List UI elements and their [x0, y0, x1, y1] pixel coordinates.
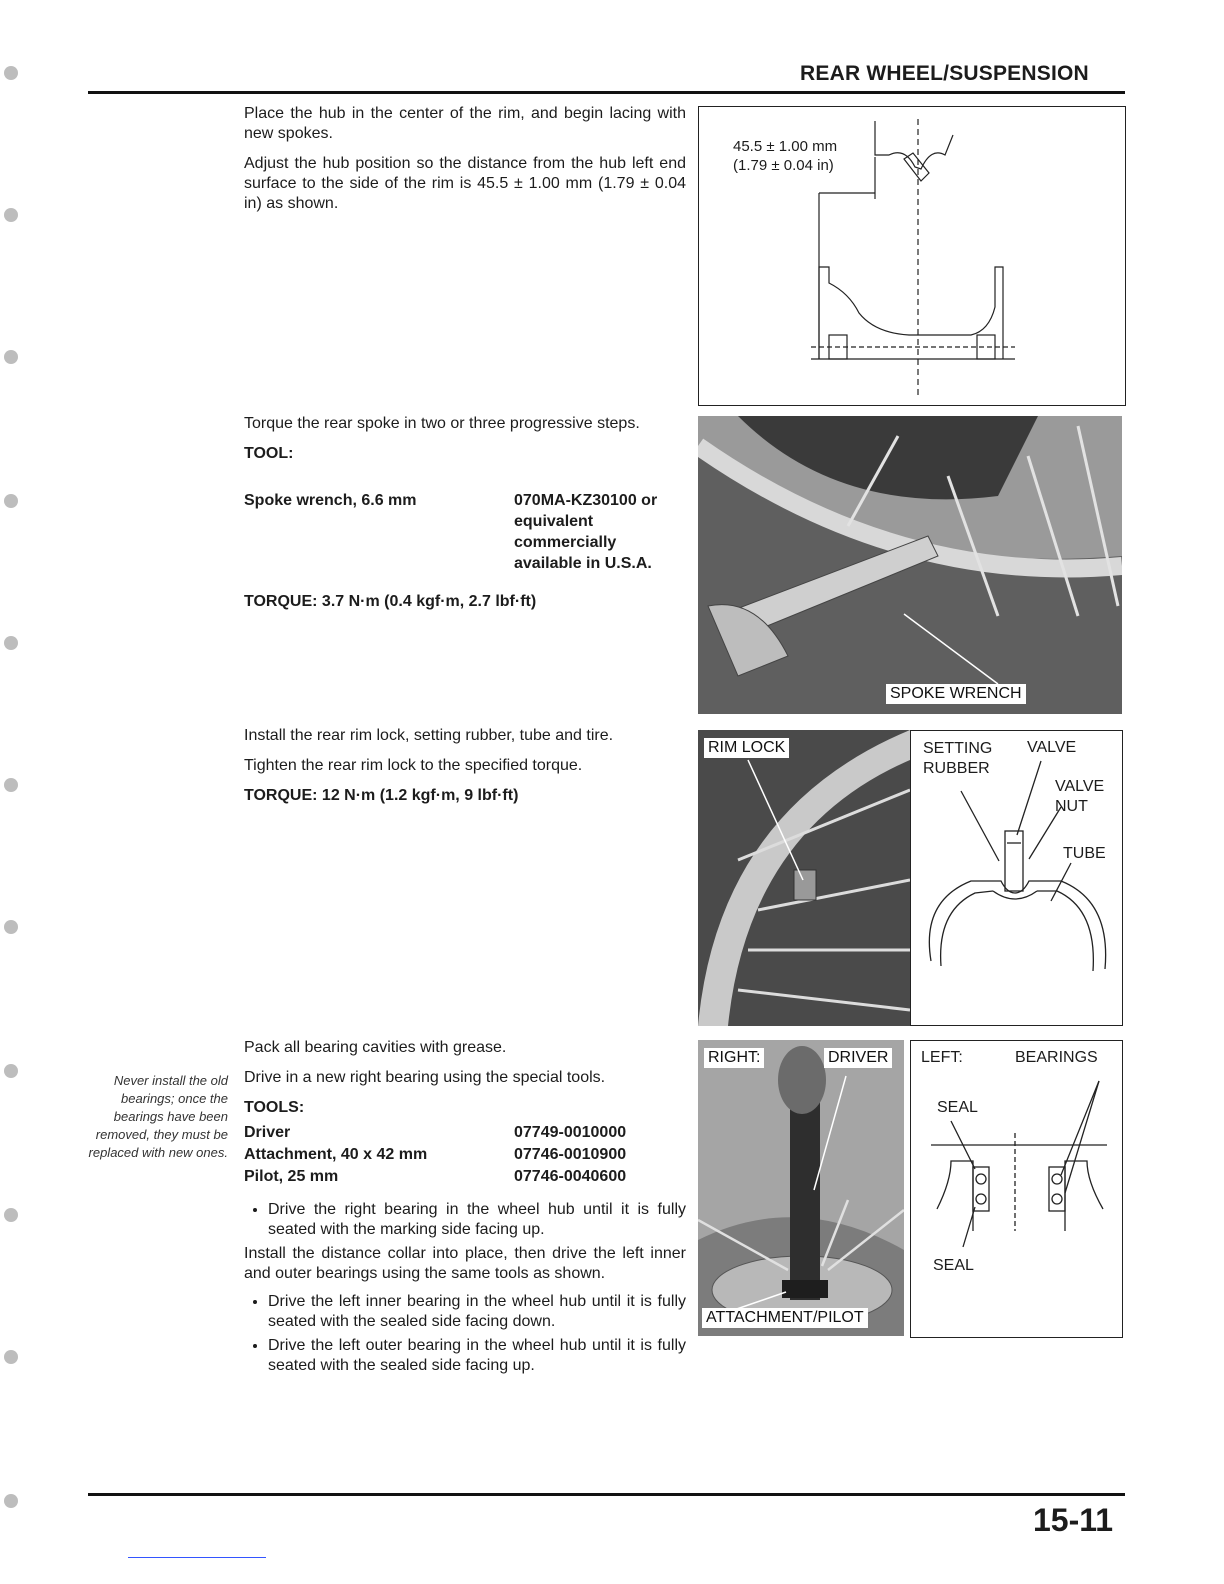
binder-hole [4, 350, 18, 364]
section-hub-position [244, 104, 686, 214]
paragraph: Drive in a new right bearing using the special tools. [244, 1069, 606, 1086]
left-label: LEFT: [921, 1049, 963, 1066]
setting-rubber-label [923, 739, 992, 779]
page-title: REAR WHEEL/SUSPENSION [800, 62, 1089, 85]
paragraph: Adjust the hub position so the distance from the hub left end surface to the side of the rim is 45.5 ± 1.00 mm (1.79 ± 0.04 in) as shown. [244, 155, 686, 212]
footer-rule [88, 1493, 1125, 1496]
section-spoke-torque [244, 414, 686, 464]
paragraph: Torque the rear spoke in two or three progressive steps. [244, 415, 640, 432]
tool-number: 07746-0010900 [514, 1146, 627, 1163]
tools-heading: TOOLS: [244, 1099, 305, 1116]
tool-name: Driver [244, 1124, 291, 1141]
section-bearings [244, 1038, 686, 1118]
paragraph: Tighten the rear rim lock to the specified torque. [244, 757, 583, 774]
spoke-wrench-label: SPOKE WRENCH [886, 684, 1026, 704]
setting-text: SETTING [923, 740, 993, 757]
list-item: • Drive the left outer bearing in the wheel hub until it is fully seated with the sealed side facing up. [268, 1336, 686, 1376]
tool-number: 07746-0040600 [514, 1168, 627, 1185]
underline-artifact [128, 1557, 266, 1558]
right-label: RIGHT: [704, 1048, 764, 1068]
paragraph: Pack all bearing cavities with grease. [244, 1039, 507, 1056]
paragraph: Install the distance collar into place, then drive the left inner and outer bearings using the same tools as shown. [244, 1245, 686, 1282]
paragraph: Place the hub in the center of the rim, and begin lacing with new spokes. [244, 105, 686, 142]
dimension-imperial: (1.79 ± 0.04 in) [733, 157, 834, 174]
valve-nut-label [1055, 777, 1104, 817]
bearing-driver-photo [698, 1040, 904, 1336]
bearings-label: BEARINGS [1015, 1049, 1098, 1066]
seal-top-label: SEAL [937, 1099, 978, 1116]
valve-nut-text: NUT [1055, 798, 1088, 815]
tube-label: TUBE [1063, 845, 1106, 862]
binder-hole [4, 920, 18, 934]
bullet-list [244, 1200, 686, 1240]
rubber-text: RUBBER [923, 760, 990, 777]
binder-hole [4, 208, 18, 222]
spoke-wrench-photo [698, 416, 1122, 714]
binder-hole [4, 1494, 18, 1508]
binder-hole [4, 1208, 18, 1222]
section-rim-lock [244, 726, 686, 806]
paragraph: Install the rear rim lock, setting rubber, tube and tire. [244, 727, 614, 744]
tool-name: Spoke wrench, 6.6 mm [244, 492, 417, 509]
bullet-list [244, 1292, 686, 1376]
binder-hole [4, 66, 18, 80]
driver-label: DRIVER [824, 1048, 892, 1068]
tool-number: 070MA-KZ30100 or equivalent commercially available in U.S.A. [514, 492, 658, 572]
spoke-wrench-illustration [698, 416, 1122, 714]
torque-spec: TORQUE: 12 N·m (1.2 kgf·m, 9 lbf·ft) [244, 787, 519, 804]
bearing-driver-illustration [698, 1040, 904, 1336]
page-number: 15-11 [1033, 1502, 1114, 1538]
list-item: • Drive the right bearing in the wheel hub until it is fully seated with the marking side facing up. [268, 1200, 686, 1240]
tool-name: Attachment, 40 x 42 mm [244, 1146, 428, 1163]
header-rule [88, 91, 1125, 94]
rim-lock-photo [698, 730, 910, 1026]
seal-bottom-label: SEAL [933, 1257, 974, 1274]
binder-hole [4, 1350, 18, 1364]
bearings-diagram [910, 1040, 1123, 1338]
hub-offset-figure [698, 106, 1126, 406]
valve-nut-text: VALVE [1055, 778, 1105, 795]
tool-name: Pilot, 25 mm [244, 1168, 339, 1185]
dimension-label [733, 137, 837, 175]
bearings-cross-section [911, 1041, 1122, 1337]
tool-heading: TOOL: [244, 445, 294, 462]
binder-hole [4, 778, 18, 792]
rim-lock-label: RIM LOCK [704, 738, 789, 758]
valve-label: VALVE [1027, 739, 1077, 756]
attachment-pilot-label: ATTACHMENT/PILOT [702, 1308, 868, 1328]
binder-hole [4, 636, 18, 650]
rim-lock-diagram [910, 730, 1123, 1026]
side-note: Never install the old bearings; once the bearings have been removed, they must be replaced with new ones. [88, 1073, 228, 1160]
binder-hole [4, 494, 18, 508]
rim-lock-illustration [698, 730, 910, 1026]
tool-number: 07749-0010000 [514, 1124, 627, 1141]
bearing-instructions [244, 1200, 686, 1380]
binder-hole [4, 1064, 18, 1078]
list-item: • Drive the left inner bearing in the wheel hub until it is fully seated with the sealed side facing down. [268, 1292, 686, 1332]
torque-spec: TORQUE: 3.7 N·m (0.4 kgf·m, 2.7 lbf·ft) [244, 593, 537, 610]
dimension-metric: 45.5 ± 1.00 mm [733, 138, 838, 155]
